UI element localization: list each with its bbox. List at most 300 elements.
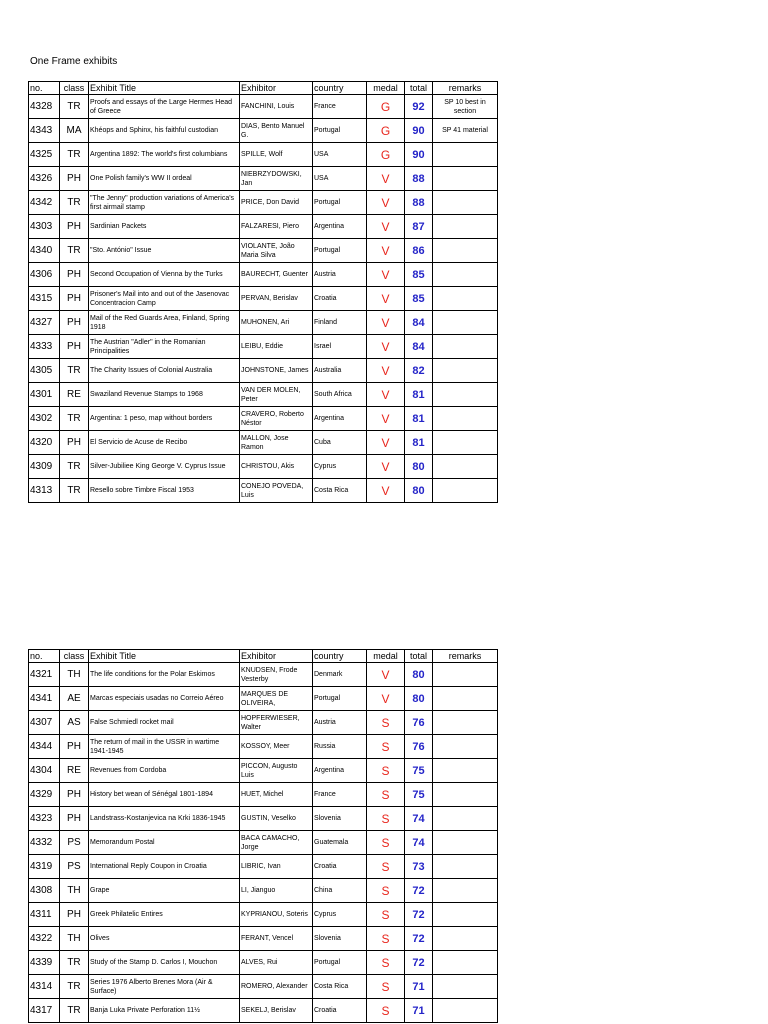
medal: S <box>367 735 405 759</box>
exhibit-title: Greek Philatelic Entires <box>89 903 240 927</box>
exhibit-title: Marcas especiais usadas no Correio Aéreo <box>89 687 240 711</box>
exhibit-class: TR <box>60 479 89 503</box>
exhibit-title: International Reply Coupon in Croatia <box>89 855 240 879</box>
table-row <box>29 479 498 503</box>
exhibit-number: 4305 <box>29 359 60 383</box>
exhibitor-country: South Africa <box>313 383 367 407</box>
exhibit-number: 4323 <box>29 807 60 831</box>
exhibitor-name: SEKELJ, Berislav <box>240 999 313 1023</box>
exhibit-class: PH <box>60 287 89 311</box>
table-row <box>29 455 498 479</box>
medal: V <box>367 687 405 711</box>
header-total: total <box>405 82 433 95</box>
exhibit-class: TR <box>60 95 89 119</box>
exhibit-number: 4319 <box>29 855 60 879</box>
exhibit-number: 4315 <box>29 287 60 311</box>
exhibit-title: Swaziland Revenue Stamps to 1968 <box>89 383 240 407</box>
table-row <box>29 407 498 431</box>
exhibitor-name: CRAVERO, Roberto Néstor <box>240 407 313 431</box>
table-row <box>29 807 498 831</box>
exhibitor-name: MARQUES DE OLIVEIRA, <box>240 687 313 711</box>
exhibits-table-1 <box>28 81 498 503</box>
total-score: 88 <box>405 191 433 215</box>
medal: S <box>367 711 405 735</box>
exhibit-number: 4344 <box>29 735 60 759</box>
total-score: 75 <box>405 759 433 783</box>
remarks <box>433 455 498 479</box>
medal: V <box>367 191 405 215</box>
exhibit-class: TR <box>60 999 89 1023</box>
exhibitor-country: Costa Rica <box>313 479 367 503</box>
exhibit-number: 4308 <box>29 879 60 903</box>
exhibitor-country: Portugal <box>313 119 367 143</box>
header-class: class <box>60 650 89 663</box>
exhibitor-name: VAN DER MOLEN, Peter <box>240 383 313 407</box>
exhibit-number: 4302 <box>29 407 60 431</box>
table-row <box>29 215 498 239</box>
total-score: 72 <box>405 951 433 975</box>
table-row <box>29 167 498 191</box>
exhibit-number: 4328 <box>29 95 60 119</box>
exhibit-number: 4311 <box>29 903 60 927</box>
exhibitor-name: MALLON, Jose Ramon <box>240 431 313 455</box>
exhibit-class: TH <box>60 927 89 951</box>
table-row <box>29 119 498 143</box>
exhibitor-name: ALVES, Rui <box>240 951 313 975</box>
header-exhibitor: Exhibitor <box>240 650 313 663</box>
header-exhibitor: Exhibitor <box>240 82 313 95</box>
remarks <box>433 759 498 783</box>
medal: V <box>367 311 405 335</box>
exhibit-number: 4339 <box>29 951 60 975</box>
remarks: SP 41 material <box>433 119 498 143</box>
table-row <box>29 711 498 735</box>
table-row <box>29 311 498 335</box>
remarks <box>433 903 498 927</box>
total-score: 92 <box>405 95 433 119</box>
exhibitor-name: VIOLANTE, João Maria Silva <box>240 239 313 263</box>
medal: S <box>367 999 405 1023</box>
exhibit-number: 4306 <box>29 263 60 287</box>
exhibit-title: Grape <box>89 879 240 903</box>
remarks <box>433 311 498 335</box>
total-score: 72 <box>405 903 433 927</box>
remarks <box>433 663 498 687</box>
exhibit-number: 4332 <box>29 831 60 855</box>
total-score: 84 <box>405 335 433 359</box>
header-class: class <box>60 82 89 95</box>
exhibit-title: One Polish family's WW II ordeal <box>89 167 240 191</box>
exhibitor-name: SPILLE, Wolf <box>240 143 313 167</box>
exhibit-class: PH <box>60 215 89 239</box>
exhibit-number: 4340 <box>29 239 60 263</box>
exhibitor-name: LI, Jianguo <box>240 879 313 903</box>
exhibit-number: 4313 <box>29 479 60 503</box>
exhibit-class: AS <box>60 711 89 735</box>
exhibitor-country: Argentina <box>313 407 367 431</box>
exhibit-class: PH <box>60 311 89 335</box>
table-row <box>29 831 498 855</box>
exhibit-class: PH <box>60 167 89 191</box>
medal: S <box>367 879 405 903</box>
table-row <box>29 975 498 999</box>
exhibitor-country: Portugal <box>313 239 367 263</box>
total-score: 74 <box>405 807 433 831</box>
exhibitor-country: Cyprus <box>313 455 367 479</box>
total-score: 72 <box>405 879 433 903</box>
exhibit-class: PH <box>60 903 89 927</box>
total-score: 71 <box>405 999 433 1023</box>
exhibitor-country: Finland <box>313 311 367 335</box>
exhibit-number: 4329 <box>29 783 60 807</box>
table-row <box>29 687 498 711</box>
exhibit-title: Sardinian Packets <box>89 215 240 239</box>
remarks <box>433 239 498 263</box>
medal: V <box>367 383 405 407</box>
exhibit-title: Olives <box>89 927 240 951</box>
exhibit-number: 4320 <box>29 431 60 455</box>
exhibitor-country: Costa Rica <box>313 975 367 999</box>
exhibit-number: 4301 <box>29 383 60 407</box>
header-remarks: remarks <box>433 650 498 663</box>
medal: V <box>367 335 405 359</box>
exhibitor-country: Argentina <box>313 215 367 239</box>
exhibit-class: PS <box>60 855 89 879</box>
total-score: 82 <box>405 359 433 383</box>
exhibit-title: Proofs and essays of the Large Hermes Head of Greece <box>89 95 240 119</box>
total-score: 90 <box>405 143 433 167</box>
table-row <box>29 287 498 311</box>
exhibit-class: TR <box>60 239 89 263</box>
exhibitor-name: CHRISTOU, Akis <box>240 455 313 479</box>
total-score: 90 <box>405 119 433 143</box>
exhibitor-country: USA <box>313 167 367 191</box>
exhibit-title: El Servicio de Acuse de Recibo <box>89 431 240 455</box>
header-remarks: remarks <box>433 82 498 95</box>
exhibitor-country: Guatemala <box>313 831 367 855</box>
table-row <box>29 95 498 119</box>
table-row <box>29 431 498 455</box>
medal: G <box>367 95 405 119</box>
table-row <box>29 335 498 359</box>
exhibit-title: Prisoner's Mail into and out of the Jasenovac Concentracion Camp <box>89 287 240 311</box>
table-row <box>29 263 498 287</box>
exhibitor-country: Australia <box>313 359 367 383</box>
exhibit-title: Argentina 1892: The world's first columbians <box>89 143 240 167</box>
total-score: 80 <box>405 479 433 503</box>
table-header-row <box>29 82 498 95</box>
exhibit-title: Memorandum Postal <box>89 831 240 855</box>
exhibit-title: Khéops and Sphinx, his faithful custodian <box>89 119 240 143</box>
remarks <box>433 335 498 359</box>
exhibitor-name: KNUDSEN, Frode Vesterby <box>240 663 313 687</box>
exhibit-class: TR <box>60 143 89 167</box>
exhibit-number: 4304 <box>29 759 60 783</box>
medal: V <box>367 407 405 431</box>
exhibit-title: History bet wean of Sénégal 1801-1894 <box>89 783 240 807</box>
exhibitor-name: MUHONEN, Ari <box>240 311 313 335</box>
medal: V <box>367 431 405 455</box>
exhibit-number: 4314 <box>29 975 60 999</box>
exhibitor-country: Denmark <box>313 663 367 687</box>
exhibit-title: Mail of the Red Guards Area, Finland, Spring 1918 <box>89 311 240 335</box>
exhibit-class: TH <box>60 663 89 687</box>
exhibitor-country: Austria <box>313 263 367 287</box>
total-score: 75 <box>405 783 433 807</box>
medal: V <box>367 359 405 383</box>
remarks <box>433 831 498 855</box>
total-score: 72 <box>405 927 433 951</box>
exhibitor-country: USA <box>313 143 367 167</box>
medal: V <box>367 239 405 263</box>
remarks <box>433 687 498 711</box>
table-row <box>29 999 498 1023</box>
exhibit-number: 4327 <box>29 311 60 335</box>
exhibitor-country: Croatia <box>313 855 367 879</box>
exhibitor-name: BAURECHT, Guenter <box>240 263 313 287</box>
exhibitor-country: Israel <box>313 335 367 359</box>
table-row <box>29 855 498 879</box>
total-score: 81 <box>405 407 433 431</box>
header-no: no. <box>29 650 60 663</box>
exhibitor-name: HOPFERWIESER, Walter <box>240 711 313 735</box>
total-score: 80 <box>405 687 433 711</box>
remarks <box>433 263 498 287</box>
medal: V <box>367 167 405 191</box>
remarks <box>433 783 498 807</box>
exhibit-class: MA <box>60 119 89 143</box>
exhibit-class: PH <box>60 263 89 287</box>
exhibit-number: 4321 <box>29 663 60 687</box>
total-score: 84 <box>405 311 433 335</box>
exhibitor-name: HUET, Michel <box>240 783 313 807</box>
table-row <box>29 143 498 167</box>
exhibit-number: 4309 <box>29 455 60 479</box>
remarks <box>433 287 498 311</box>
header-medal: medal <box>367 650 405 663</box>
exhibit-class: TR <box>60 407 89 431</box>
medal: S <box>367 759 405 783</box>
exhibit-number: 4317 <box>29 999 60 1023</box>
total-score: 76 <box>405 711 433 735</box>
remarks <box>433 191 498 215</box>
exhibit-number: 4307 <box>29 711 60 735</box>
remarks <box>433 855 498 879</box>
exhibit-class: TR <box>60 975 89 999</box>
remarks <box>433 479 498 503</box>
exhibitor-name: DIAS, Bento Manuel G. <box>240 119 313 143</box>
medal: G <box>367 119 405 143</box>
exhibit-title: Silver-Jubiliee King George V. Cyprus Issue <box>89 455 240 479</box>
table-row <box>29 663 498 687</box>
exhibitor-country: Russia <box>313 735 367 759</box>
table-row <box>29 759 498 783</box>
exhibit-class: PH <box>60 783 89 807</box>
exhibitor-country: Slovenia <box>313 927 367 951</box>
remarks <box>433 999 498 1023</box>
exhibit-title: Study of the Stamp D. Carlos I, Mouchon <box>89 951 240 975</box>
exhibitor-country: France <box>313 95 367 119</box>
exhibit-title: Landstrass-Kostanjevica na Krki 1836-1945 <box>89 807 240 831</box>
medal: S <box>367 951 405 975</box>
exhibitor-name: KOSSOY, Meer <box>240 735 313 759</box>
total-score: 74 <box>405 831 433 855</box>
medal: V <box>367 287 405 311</box>
medal: S <box>367 903 405 927</box>
exhibitor-name: ROMERO, Alexander <box>240 975 313 999</box>
remarks <box>433 975 498 999</box>
exhibitor-country: Austria <box>313 711 367 735</box>
exhibitor-name: LIBRIC, Ivan <box>240 855 313 879</box>
exhibit-title: False Schmiedl rocket mail <box>89 711 240 735</box>
exhibit-number: 4333 <box>29 335 60 359</box>
exhibit-number: 4341 <box>29 687 60 711</box>
remarks <box>433 807 498 831</box>
exhibit-number: 4322 <box>29 927 60 951</box>
table-header-row <box>29 650 498 663</box>
exhibit-class: PH <box>60 807 89 831</box>
remarks <box>433 879 498 903</box>
exhibitor-name: BACA CAMACHO, Jorge <box>240 831 313 855</box>
exhibit-class: RE <box>60 759 89 783</box>
total-score: 81 <box>405 383 433 407</box>
remarks <box>433 431 498 455</box>
exhibit-title: The Charity Issues of Colonial Australia <box>89 359 240 383</box>
table-row <box>29 359 498 383</box>
exhibitor-country: Croatia <box>313 999 367 1023</box>
header-country: country <box>313 82 367 95</box>
total-score: 86 <box>405 239 433 263</box>
exhibit-title: Resello sobre Timbre Fiscal 1953 <box>89 479 240 503</box>
remarks <box>433 735 498 759</box>
header-title: Exhibit Title <box>89 650 240 663</box>
table-row <box>29 927 498 951</box>
table-row <box>29 239 498 263</box>
exhibitor-name: PRICE, Don David <box>240 191 313 215</box>
remarks <box>433 407 498 431</box>
medal: S <box>367 783 405 807</box>
exhibit-number: 4342 <box>29 191 60 215</box>
remarks: SP 10 best in section <box>433 95 498 119</box>
header-no: no. <box>29 82 60 95</box>
exhibitor-name: JOHNSTONE, James <box>240 359 313 383</box>
exhibitor-country: Cyprus <box>313 903 367 927</box>
page-title: One Frame exhibits <box>30 56 118 67</box>
exhibit-number: 4325 <box>29 143 60 167</box>
exhibit-title: "Sto. António" Issue <box>89 239 240 263</box>
exhibitor-name: FALZARESI, Piero <box>240 215 313 239</box>
remarks <box>433 215 498 239</box>
exhibit-title: The Austrian "Adler" in the Romanian Principalities <box>89 335 240 359</box>
exhibitor-name: PICCON, Augusto Luis <box>240 759 313 783</box>
table-row <box>29 735 498 759</box>
exhibitor-name: FANCHINI, Louis <box>240 95 313 119</box>
total-score: 73 <box>405 855 433 879</box>
remarks <box>433 383 498 407</box>
exhibit-number: 4303 <box>29 215 60 239</box>
exhibit-title: Second Occupation of Vienna by the Turks <box>89 263 240 287</box>
exhibitor-country: Slovenia <box>313 807 367 831</box>
exhibits-table-2 <box>28 649 498 1023</box>
exhibit-class: PH <box>60 431 89 455</box>
header-medal: medal <box>367 82 405 95</box>
exhibit-class: PH <box>60 735 89 759</box>
remarks <box>433 711 498 735</box>
total-score: 88 <box>405 167 433 191</box>
remarks <box>433 951 498 975</box>
medal: S <box>367 927 405 951</box>
exhibitor-name: NIEBRZYDOWSKI, Jan <box>240 167 313 191</box>
exhibit-class: TR <box>60 455 89 479</box>
exhibit-class: RE <box>60 383 89 407</box>
medal: V <box>367 479 405 503</box>
medal: V <box>367 215 405 239</box>
exhibitor-country: Portugal <box>313 191 367 215</box>
exhibit-title: Revenues from Cordoba <box>89 759 240 783</box>
table-row <box>29 191 498 215</box>
remarks <box>433 359 498 383</box>
table-row <box>29 879 498 903</box>
exhibitor-country: Portugal <box>313 951 367 975</box>
total-score: 76 <box>405 735 433 759</box>
table-row <box>29 783 498 807</box>
total-score: 81 <box>405 431 433 455</box>
exhibit-title: The life conditions for the Polar Eskimos <box>89 663 240 687</box>
table-row <box>29 383 498 407</box>
exhibit-class: TR <box>60 951 89 975</box>
remarks <box>433 927 498 951</box>
header-total: total <box>405 650 433 663</box>
exhibit-title: Argentina: 1 peso, map without borders <box>89 407 240 431</box>
table-row <box>29 903 498 927</box>
total-score: 85 <box>405 263 433 287</box>
total-score: 71 <box>405 975 433 999</box>
exhibit-class: PH <box>60 335 89 359</box>
medal: S <box>367 975 405 999</box>
exhibit-title: Series 1976 Alberto Brenes Mora (Air & Surface) <box>89 975 240 999</box>
total-score: 80 <box>405 455 433 479</box>
exhibit-class: TR <box>60 191 89 215</box>
exhibitor-country: France <box>313 783 367 807</box>
exhibitor-country: Portugal <box>313 687 367 711</box>
remarks <box>433 167 498 191</box>
medal: G <box>367 143 405 167</box>
medal: V <box>367 455 405 479</box>
exhibit-number: 4326 <box>29 167 60 191</box>
exhibit-title: "The Jenny" production variations of America's first airmail stamp <box>89 191 240 215</box>
exhibitor-name: KYPRIANOU, Soteris <box>240 903 313 927</box>
header-title: Exhibit Title <box>89 82 240 95</box>
exhibitor-name: LEIBU, Eddie <box>240 335 313 359</box>
medal: S <box>367 855 405 879</box>
total-score: 87 <box>405 215 433 239</box>
remarks <box>433 143 498 167</box>
exhibit-title: The return of mail in the USSR in wartime 1941-1945 <box>89 735 240 759</box>
exhibitor-country: Argentina <box>313 759 367 783</box>
exhibitor-name: PERVAN, Berislav <box>240 287 313 311</box>
exhibit-title: Banja Luka Private Perforation 11½ <box>89 999 240 1023</box>
exhibit-class: TR <box>60 359 89 383</box>
total-score: 85 <box>405 287 433 311</box>
exhibitor-country: Croatia <box>313 287 367 311</box>
exhibitor-country: Cuba <box>313 431 367 455</box>
exhibit-class: TH <box>60 879 89 903</box>
exhibitor-name: GUSTIN, Veselko <box>240 807 313 831</box>
exhibit-class: AE <box>60 687 89 711</box>
exhibit-number: 4343 <box>29 119 60 143</box>
medal: V <box>367 263 405 287</box>
medal: V <box>367 663 405 687</box>
